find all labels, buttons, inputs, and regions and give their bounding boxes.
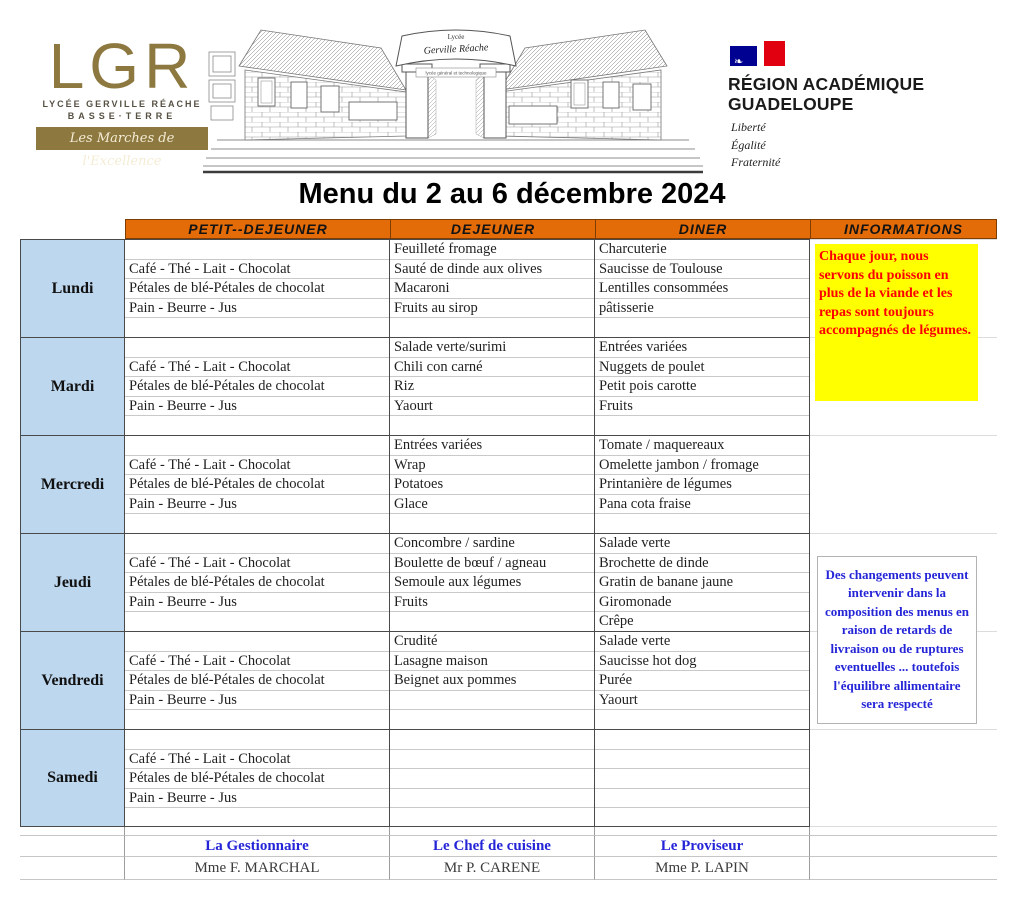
menu-item: Salade verte/surimi [394, 339, 507, 355]
menu-item [125, 338, 389, 357]
footer-spacer-row [20, 827, 997, 835]
menu-item [595, 788, 809, 807]
menu-item: Concombre / sardine [394, 535, 515, 551]
menu-item [125, 534, 389, 553]
menu-item: Café - Thé - Lait - Chocolat [125, 259, 389, 278]
menu-item [125, 317, 389, 336]
menu-item: Saucisse hot dog [595, 651, 809, 670]
menu-col-diner [595, 729, 810, 827]
menu-item: Charcuterie [599, 241, 667, 257]
menu-item: Pétales de blé-Pétales de chocolat [125, 474, 389, 493]
region-name-line1: RÉGION ACADÉMIQUE [728, 74, 925, 94]
menu-col-petit-dejeuner [125, 533, 390, 631]
column-header-dejeuner: DEJEUNER [390, 219, 595, 239]
menu-item: Lentilles consommées [595, 278, 809, 297]
signatory-role-chef: Le Chef de cuisine [390, 835, 595, 856]
menu-item: Yaourt [390, 396, 594, 415]
menu-item: Pétales de blé-Pétales de chocolat [125, 572, 389, 591]
devise-egalite: Égalité [731, 137, 766, 152]
signatory-role-proviseur: Le Proviseur [595, 835, 810, 856]
menu-item [125, 611, 389, 630]
menu-item: Pain - Beurre - Jus [125, 494, 389, 513]
region-name-line2: GUADELOUPE [728, 93, 854, 114]
menu-item: Omelette jambon / fromage [595, 455, 809, 474]
lgr-acronym: LGR [48, 30, 196, 102]
menu-item: Fruits [390, 592, 594, 611]
region-academique-logo [728, 40, 938, 171]
menu-item [390, 415, 594, 434]
signatory-name-gestionnaire: Mme F. MARCHAL [125, 856, 390, 880]
french-flag-icon [730, 40, 938, 70]
arch-text-line2: Gerville Réache [423, 42, 489, 57]
menu-item: Fruits [595, 396, 809, 415]
day-label: Jeudi [20, 533, 125, 631]
menu-item: Entrées variées [599, 339, 688, 355]
menu-item: Pana cota fraise [595, 494, 809, 513]
menu-col-diner [595, 631, 810, 729]
menu-item: Beignet aux pommes [390, 670, 594, 689]
lgr-motto-banner: Les Marches de l'Excellence [36, 127, 208, 150]
document-header [0, 0, 1024, 176]
menu-item [390, 513, 594, 532]
republic-motto [731, 119, 938, 171]
menu-col-diner [595, 533, 810, 631]
menu-item [390, 690, 594, 709]
menu-item [595, 807, 809, 826]
menu-item: Wrap [390, 455, 594, 474]
menu-item [390, 749, 594, 768]
column-header-petit-dejeuner: PETIT--DEJEUNER [125, 219, 390, 239]
menu-item [595, 709, 809, 728]
menu-col-diner [595, 337, 810, 435]
menu-col-dejeuner [390, 533, 595, 631]
menu-item: Crudité [394, 633, 438, 649]
menu-item: Lasagne maison [390, 651, 594, 670]
menu-item: Pétales de blé-Pétales de chocolat [125, 670, 389, 689]
menu-item [390, 768, 594, 787]
menu-item: Café - Thé - Lait - Chocolat [125, 553, 389, 572]
school-building-drawing [203, 22, 703, 174]
day-label: Mercredi [20, 435, 125, 533]
devise-fraternite: Fraternité [731, 154, 781, 169]
day-label: Samedi [20, 729, 125, 827]
menu-col-diner [595, 435, 810, 533]
menu-item: Glace [390, 494, 594, 513]
menu-item [595, 730, 809, 749]
menu-item: Café - Thé - Lait - Chocolat [125, 455, 389, 474]
menu-item [125, 807, 389, 826]
menu-item: Pain - Beurre - Jus [125, 788, 389, 807]
signatory-role-gestionnaire: La Gestionnaire [125, 835, 390, 856]
menu-item: Salade verte [599, 535, 671, 551]
menu-item: Fruits au sirop [390, 298, 594, 317]
menu-item [390, 611, 594, 630]
menu-item [595, 749, 809, 768]
left-window-stack [209, 52, 235, 120]
menu-col-diner [595, 239, 810, 337]
menu-item: Pétales de blé-Pétales de chocolat [125, 768, 389, 787]
info-col-cell [810, 729, 997, 827]
menu-item: Tomate / maquereaux [599, 437, 725, 453]
column-header-diner: DINER [595, 219, 810, 239]
menu-item: Pétales de blé-Pétales de chocolat [125, 376, 389, 395]
menu-item [125, 632, 389, 651]
menu-col-petit-dejeuner [125, 729, 390, 827]
arch-subtext: lycée général et technologique [425, 70, 487, 76]
menu-col-dejeuner [390, 435, 595, 533]
flag-red-block [764, 41, 785, 66]
menu-item [595, 513, 809, 532]
menu-col-petit-dejeuner [125, 239, 390, 337]
menu-item [595, 415, 809, 434]
menu-item: Café - Thé - Lait - Chocolat [125, 651, 389, 670]
day-column-spacer [20, 219, 125, 239]
menu-col-petit-dejeuner [125, 631, 390, 729]
menu-table [20, 219, 997, 827]
menu-item [390, 730, 594, 749]
menu-item: Sauté de dinde aux olives [390, 259, 594, 278]
menu-item [125, 436, 389, 455]
menu-item: Pain - Beurre - Jus [125, 690, 389, 709]
info-col-cell [810, 435, 997, 533]
page-title: Menu du 2 au 6 décembre 2024 [298, 178, 726, 210]
menu-item: Entrées variées [394, 437, 483, 453]
menu-item: Crêpe [595, 611, 809, 630]
menu-item: Printanière de légumes [595, 474, 809, 493]
menu-item: Boulette de bœuf / agneau [390, 553, 594, 572]
info-box-changes-note: Des changements peuvent intervenir dans la composition des menus en raison de retards de livraison ou de ruptures eventuelles ... toutefois l'équilibre allimentaire sera respecté [817, 556, 977, 724]
menu-item [125, 240, 389, 259]
marianne-glyph: ❧ [734, 56, 744, 68]
signature-footer [20, 827, 997, 880]
menu-item [390, 317, 594, 336]
menu-item: Pain - Beurre - Jus [125, 396, 389, 415]
menu-table-header [20, 219, 997, 239]
menu-col-dejeuner [390, 631, 595, 729]
menu-item [595, 768, 809, 787]
menu-item: Gratin de banane jaune [595, 572, 809, 591]
menu-item [125, 513, 389, 532]
footer-role-row [20, 835, 997, 856]
menu-item: Riz [390, 376, 594, 395]
lgr-logo [36, 30, 208, 169]
day-label: Lundi [20, 239, 125, 337]
menu-item: Café - Thé - Lait - Chocolat [125, 749, 389, 768]
menu-item: Feuilleté fromage [394, 241, 497, 257]
menu-item: Purée [595, 670, 809, 689]
menu-item [125, 709, 389, 728]
lgr-city: BASSE·TERRE [67, 111, 177, 121]
column-header-informations: INFORMATIONS [810, 219, 997, 239]
menu-col-petit-dejeuner [125, 435, 390, 533]
menu-col-dejeuner [390, 337, 595, 435]
menu-item: Pain - Beurre - Jus [125, 592, 389, 611]
day-label: Mardi [20, 337, 125, 435]
menu-col-dejeuner [390, 239, 595, 337]
menu-col-dejeuner [390, 729, 595, 827]
menu-item [390, 709, 594, 728]
menu-item [125, 415, 389, 434]
menu-col-petit-dejeuner [125, 337, 390, 435]
devise-liberte: Liberté [731, 120, 766, 135]
menu-item: Salade verte [599, 633, 671, 649]
info-box-fish-note: Chaque jour, nous servons du poisson en plus de la viande et les repas sont toujours accompagnés de légumes. [815, 244, 978, 401]
menu-item [595, 317, 809, 336]
menu-item: Saucisse de Toulouse [595, 259, 809, 278]
steps [203, 140, 703, 166]
day-row-samedi [20, 729, 997, 827]
menu-item: Petit pois carotte [595, 376, 809, 395]
menu-item [125, 730, 389, 749]
menu-item: Macaroni [390, 278, 594, 297]
menu-item: Nuggets de poulet [595, 357, 809, 376]
menu-item [390, 788, 594, 807]
signatory-name-chef: Mr P. CARENE [390, 856, 595, 880]
menu-item: Pétales de blé-Pétales de chocolat [125, 278, 389, 297]
day-row-mercredi [20, 435, 997, 533]
arch-text-line1: Lycée [447, 33, 465, 41]
menu-item: Yaourt [595, 690, 809, 709]
menu-item [390, 807, 594, 826]
menu-item: Giromonade [595, 592, 809, 611]
menu-item: Semoule aux légumes [390, 572, 594, 591]
day-label: Vendredi [20, 631, 125, 729]
menu-item: Chili con carné [390, 357, 594, 376]
signatory-name-proviseur: Mme P. LAPIN [595, 856, 810, 880]
menu-item: Brochette de dinde [595, 553, 809, 572]
menu-item: Café - Thé - Lait - Chocolat [125, 357, 389, 376]
menu-item: pâtisserie [595, 298, 809, 317]
menu-item: Potatoes [390, 474, 594, 493]
footer-name-row [20, 856, 997, 880]
menu-item: Pain - Beurre - Jus [125, 298, 389, 317]
lgr-school-name: LYCÉE GERVILLE RÉACHE [42, 99, 202, 109]
flag-blue-block [730, 46, 757, 66]
